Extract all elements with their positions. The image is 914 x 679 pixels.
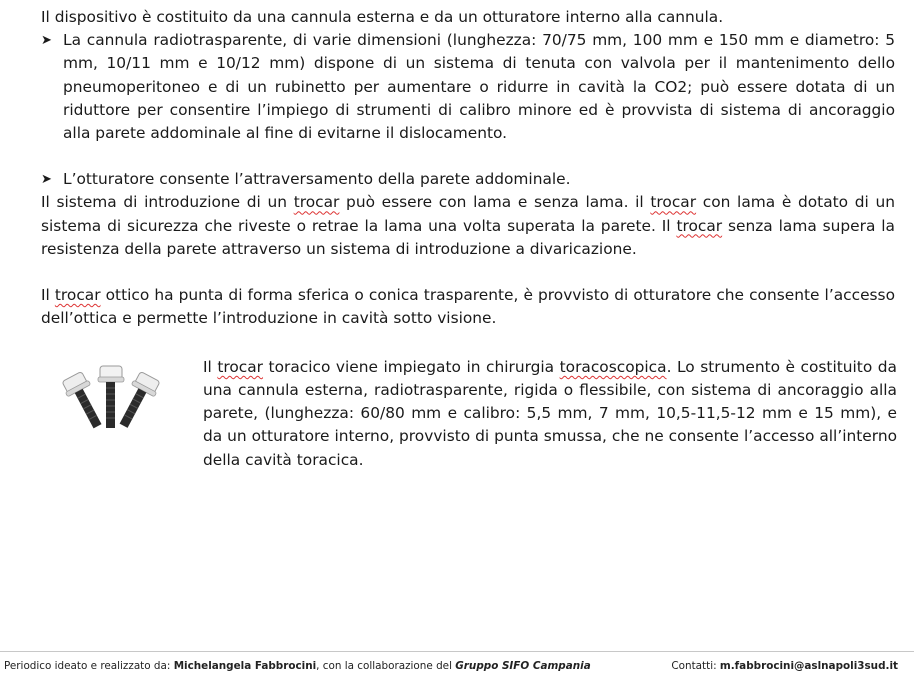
bullet-cannula-text: La cannula radiotrasparente, di varie dimensioni (lunghezza: 70/75 mm, 100 mm e 150 mm e diametro: 5 mm, 10/11 mm e 10/12 mm) dispone di un sistema di tenuta con valvola per il mantenimento dello pneumoperitoneo e di un rubinetto per aumentare o ridurre in cavità la CO2; può essere dotata di un riduttore per consentire l’impiego di strumenti di calibro minore ed è provvista di sistema di ancoraggio alla parete addominale al fine di evitarne il dislocamento. — [63, 31, 895, 143]
arrow-bullet-icon: ➤ — [41, 172, 52, 188]
footer-credits — [4, 660, 591, 672]
thoracic-trocar-paragraph — [203, 356, 897, 472]
text-run: con lama è dotato di un sistema di sicurezza che riveste o retrae la lama una volta superata la parete. Il — [41, 193, 896, 235]
page-footer — [0, 651, 914, 679]
text-run: Il — [203, 357, 218, 376]
spellcheck-word: trocar — [54, 286, 101, 305]
thoracic-trocars-image — [59, 360, 163, 442]
footer-contacts — [671, 660, 898, 672]
bullet-otturatore — [41, 168, 895, 191]
bullet-otturatore-text: L’otturatore consente l’attraversamento della parete addominale. — [63, 170, 571, 189]
footer-author: Michelangela Fabbrocini — [173, 660, 317, 672]
spacer — [41, 145, 895, 168]
text-run: toracico viene impiegato in chirurgia — [263, 357, 560, 376]
bullet-cannula — [41, 29, 895, 145]
intro-paragraph: Il dispositivo è costituito da una cannula esterna e da un otturatore interno alla cannula. — [41, 8, 724, 26]
footer-email-link[interactable]: m.fabbrocini@aslnapoli3sud.it — [719, 660, 898, 672]
spellcheck-word: trocar — [293, 193, 340, 212]
optical-trocar-paragraph — [41, 284, 895, 330]
spellcheck-word: trocar — [676, 216, 723, 235]
introduction-system-paragraph — [41, 191, 895, 261]
arrow-bullet-icon: ➤ — [41, 33, 52, 49]
text-run: . Lo strumento è costituito da una cannula esterna, radiotrasparente, rigida o flessibile, con sistema di ancoraggio alla parete, (lunghezza: 60/80 mm e calibro: 5,5 mm, 7 mm, 10,5-11,5-12 mm e 15 mm), e da un otturatore interno, provvisto di punta smussa, che ne consente l’accesso all’interno della cavità toracica. — [203, 357, 897, 469]
spacer — [41, 261, 895, 284]
footer-prefix: Periodico ideato e realizzato da: — [4, 660, 174, 672]
text-run: Il — [41, 286, 55, 305]
text-run: Il sistema di introduzione di un — [41, 193, 294, 212]
thoracic-trocar-section — [41, 340, 897, 469]
spellcheck-word: toracoscopica — [559, 357, 667, 376]
footer-middle: , con la collaborazione del — [316, 660, 456, 672]
document-body — [41, 6, 897, 469]
text-run: può essere con lama e senza lama. il — [339, 193, 651, 212]
spellcheck-word: trocar — [650, 193, 697, 212]
footer-group: Gruppo SIFO Campania — [455, 660, 591, 672]
spellcheck-word: trocar — [217, 357, 264, 376]
text-run: senza lama supera la resistenza della parete attraverso un sistema di introduzione a divaricazione. — [41, 216, 895, 258]
footer-contact-label: Contatti: — [671, 660, 720, 672]
text-run: ottico ha punta di forma sferica o conica trasparente, è provvisto di otturatore che consente l’accesso dell’ottica e permette l’introduzione in cavità sotto visione. — [41, 286, 895, 328]
